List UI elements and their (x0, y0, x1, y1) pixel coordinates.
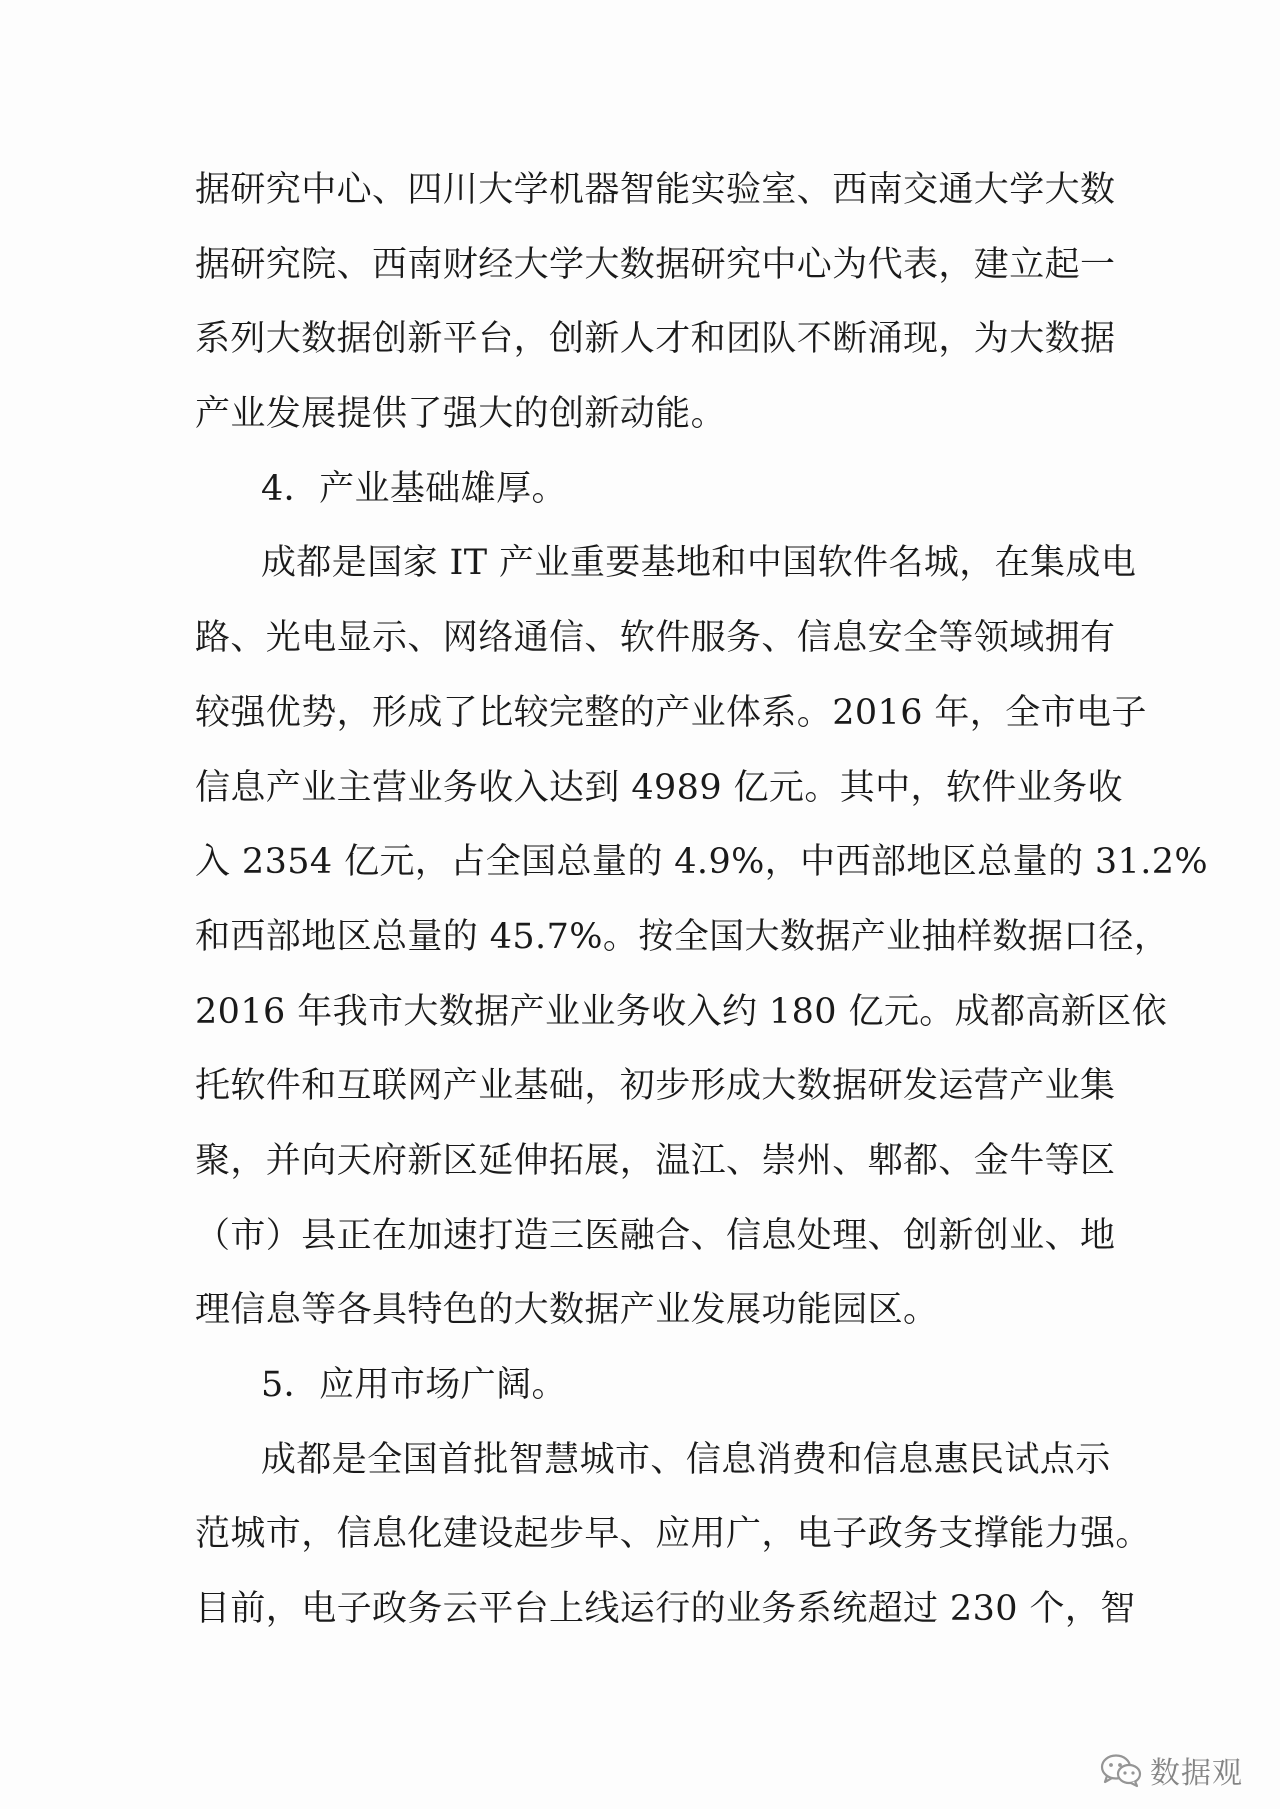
text-line: 据研究院、西南财经大学大数据研究中心为代表，建立起一 (195, 244, 1116, 285)
watermark-text: 数据观 (1150, 1756, 1243, 1791)
text-line: （市）县正在加速打造三医融合、信息处理、创新创业、地 (195, 1215, 1116, 1256)
text-line: 目前，电子政务云平台上线运行的业务系统超过 230 个，智 (195, 1589, 1136, 1630)
section-heading-4: 4．产业基础雄厚。 (261, 468, 567, 509)
text-line: 较强优势，形成了比较完整的产业体系。2016 年，全市电子 (195, 692, 1147, 733)
text-line: 成都是国家 IT 产业重要基地和中国软件名城，在集成电 (261, 543, 1137, 584)
section-heading-5: 5．应用市场广阔。 (261, 1365, 567, 1405)
text-line: 和西部地区总量的 45.7%。按全国大数据产业抽样数据口径， (195, 916, 1170, 957)
text-line: 路、光电显示、网络通信、软件服务、信息安全等领域拥有 (195, 618, 1116, 659)
text-line: 入 2354 亿元，占全国总量的 4.9%，中西部地区总量的 31.2% (195, 842, 1209, 883)
watermark (1100, 1748, 1243, 1792)
text-line: 信息产业主营业务收入达到 4989 亿元。其中，软件业务收 (195, 767, 1123, 808)
text-line: 托软件和互联网产业基础，初步形成大数据研发运营产业集 (195, 1066, 1116, 1107)
text-line: 据研究中心、四川大学机器智能实验室、西南交通大学大数 (195, 170, 1116, 210)
text-line: 成都是全国首批智慧城市、信息消费和信息惠民试点示 (261, 1439, 1111, 1480)
text-line: 2016 年我市大数据产业业务收入约 180 亿元。成都高新区依 (195, 991, 1168, 1032)
wechat-icon (1100, 1752, 1142, 1788)
document-body (195, 153, 1209, 1647)
text-line: 产业发展提供了强大的创新动能。 (195, 394, 727, 435)
text-line: 理信息等各具特色的大数据产业发展功能园区。 (195, 1290, 939, 1331)
text-line: 范城市，信息化建设起步早、应用广，电子政务支撑能力强。 (195, 1514, 1151, 1555)
text-line: 聚，并向天府新区延伸拓展，温江、崇州、郫都、金牛等区 (195, 1140, 1116, 1181)
text-line: 系列大数据创新平台，创新人才和团队不断涌现，为大数据 (195, 319, 1116, 360)
